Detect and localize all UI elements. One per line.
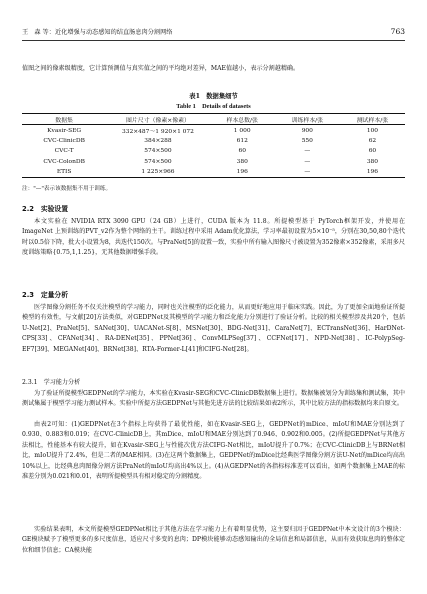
section-2-3-1-paragraph-3: 实验结果表明，本文所提模型GEDPNet相比于其他方法在学习能力上有着明显优势，这主要归因于GEDPNet中本文设计的3个模块：GE模块赋予了模型更多的多尺度信息，适应尺寸多变的息肉；DP模块能够动态感知输出的全局信息和局部信息，从而有效获取息肉的整体定位和细节信息；CA模块能 [22,526,405,554]
cell-test: 100 [366,127,379,134]
cell-size: 574×500 [144,148,172,155]
table-row [22,136,405,146]
table-caption-zh: 表1 数据集细节 [189,93,238,100]
cell-dataset: CVC-ColonDB [43,158,85,165]
cell-size: 332×487～1 920×1 072 [121,129,194,136]
cell-train: 550 [301,137,313,144]
intro-paragraph: 值图之间的像素级精度，它计算预测值与真实值之间的平均绝对差异，MAE值越小，表示分割越精确。 [22,65,300,72]
section-2-3-1-paragraph-1: 为了验证所提模型GEDPNet的学习能力，本实验在Kvasir-SEG和CVC-ClinicDB数据集上进行。数据集被划分为训练集和测试集，其中测试集属于模型学习能力测试样本。实验中所提方法GEDPNet与其他先进方法的比较结果如表2所示，其中比较方法的指标数据均来自原文。 [22,390,405,408]
cell-train: — [304,169,311,176]
cell-train: — [304,148,311,155]
cell-test: 380 [366,158,379,165]
cell-train: — [304,158,311,165]
cell-total: 60 [238,148,246,155]
table-row [22,146,405,156]
section-heading-2-3: 2.3 定量分析 [22,291,69,299]
col-header-train: 训练样本/张 [291,117,324,124]
page-number: 763 [390,26,405,36]
cell-test: 60 [368,148,377,155]
cell-dataset: CVC-ClinicDB [43,137,85,144]
section-heading-2-2: 2.2 实验设置 [22,205,69,213]
section-2-3-1-paragraph-2: 由表2可知：(1)GEDPNet在3个指标上均获得了最优性能，如在Kvasir-SEG上，GEDPNet的mDice、mIoU和MAE分别达到了0.930、0.883和0.019；在CVC-ClinicDB上，其mDice、mIoU和MAE分别达到了0.946、0.902和0.005。(2)所提GEDPNet与其他方法相比，性能基本有较大提升，如在Kvasir-SEG上与性能次优方法CIFG-Net相比，mIoU提升了0.7%；在CVC-ClinicDB上与BRNet相比，mIoU提升了2.4%，但是二者的MAE相同。(3)在这两个数据集上，GEDPNet的mDice比经典医学图像分割方法U-Net的mDice均高出10%以上，比经典息肉图像分割方法PraNet的mIoU均高出4%以上。(4)从GEDPNet的各指标标准差可以看出，如两个数据集上MAE的标准差分别为0.021和0.01，表明所提模型具有相对稳定的分割精度。 [22,421,405,481]
table-row [22,125,405,136]
table-row [22,157,405,167]
cell-dataset: CVC-T [54,148,74,155]
cell-size: 574×500 [144,158,172,165]
datasets-table [22,113,405,178]
running-header [22,25,405,37]
running-title: 王 森 等：近化增强与动态感知的结直肠息肉分割网络 [22,28,173,36]
header-rule [22,40,405,41]
cell-train: 900 [301,127,313,134]
cell-total: 196 [236,169,248,176]
section-2-3-paragraph: 医学图像分割任务不仅关注模型的学习能力，同时也关注模型的泛化能力，从而更好地应用于临床实践。因此，为了更加全面地验证所提模型的有效性，与文献[20]方法类似，对GEDPNet及其模型的学习能力和泛化能力分别进行了验证分析。比较的相关模型涉及共20个，包括U-Net[2]、PraNet[5]、SANet[30]、UACANet-S[8]、MSNet[30]、BDG-Net[31]、CaraNet[7]、ECTransNet[36]、HarDNet-CPS[33]、CFANet[34]、RA-DENet[35]、PPNet[36]、ConvMLPSeg[37]、CCFNet[17]、NPD-Net[38]、IC-PolypSeg-EF7[39]、MEGANet[40]、BRNet[38]、RTA-Former-L[41]和CIFG-Net[28]。 [22,304,405,353]
table-caption-en: Table 1 Details of datasets [176,103,251,110]
section-2-2-paragraph: 本文实验在 NVIDIA RTX 3090 GPU（24 GB）上进行，CUDA 版本为 11.8。所提模型基于 PyTorch框架开发，并使用在 ImageNet 上预训练的PVT_v2作为整个网络的主干。训练过程中采用 Adam优化算法，学习率最初设置为5×10⁻⁵，分别在30,50,80个迭代时以0.5倍下降，批大小设置为8，共迭代150次。与PraNet[5]的设置一致，实验中所有输入图像尺寸被设置为352像素×352像素，采用多尺度训练策略{0.75,1,1.25}，无其他数据增强手段。 [22,218,405,257]
cell-size: 384×288 [144,137,172,144]
cell-total: 1 000 [233,127,251,134]
col-header-total: 样本总数/张 [226,117,258,124]
cell-size: 1 225×966 [141,169,175,176]
cell-test: 196 [366,169,379,176]
table-note: 注："—"表示该数据集不用于训练。 [22,186,112,192]
col-header-size: 图片尺寸（像素×像素） [126,117,190,124]
table-row [22,167,405,178]
cell-test: 62 [368,137,377,144]
table-header-row [22,114,405,125]
subsection-heading-2-3-1: 2.3.1 学习能力分析 [22,379,81,386]
col-header-dataset: 数据集 [55,117,73,124]
cell-total: 380 [236,158,248,165]
col-header-test: 测试样本/张 [356,117,389,124]
cell-dataset: Kvasir-SEG [47,127,82,134]
cell-total: 612 [236,137,248,144]
cell-dataset: ETIS [56,169,72,176]
